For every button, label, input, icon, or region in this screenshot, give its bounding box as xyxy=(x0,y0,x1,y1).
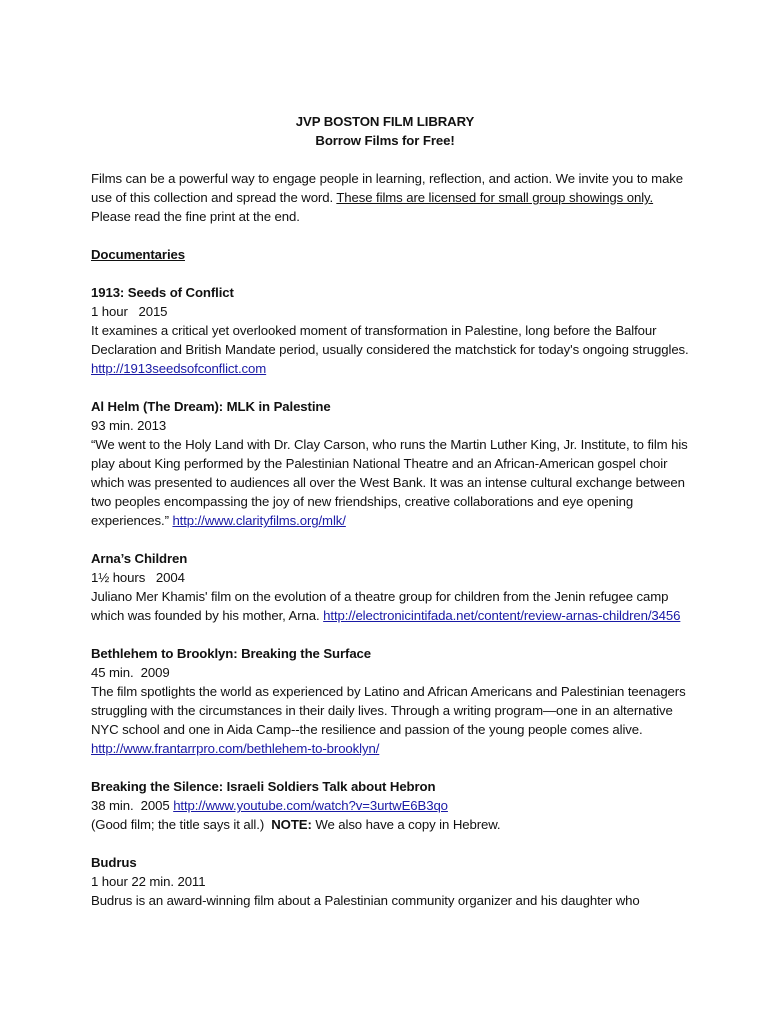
film-description-text: Juliano Mer Khamis' film on the evolution of a theatre group for children from the Jenin refugee camp which was founded by his mother, Arna. xyxy=(91,589,669,623)
film-description xyxy=(91,435,691,530)
film-link[interactable]: http://1913seedsofconflict.com xyxy=(91,361,267,376)
film-link[interactable]: http://www.frantarrpro.com/bethlehem-to-brooklyn/ xyxy=(91,741,380,756)
film-description xyxy=(91,682,691,758)
intro-text-end: Please read the fine print at the end. xyxy=(91,209,300,224)
film-entry xyxy=(91,283,691,378)
intro-paragraph xyxy=(91,169,691,226)
intro-text: Films can be a powerful way to engage people in learning, reflection, and action. We invite you to make use of this collection and spread the word. xyxy=(91,171,684,205)
film-entry xyxy=(91,549,691,625)
film-title: Breaking the Silence: Israeli Soldiers Talk about Hebron xyxy=(91,779,436,794)
film-note-detail: We also have a copy in Hebrew. xyxy=(311,817,501,832)
film-meta-with-link xyxy=(91,796,691,815)
film-note xyxy=(91,815,691,834)
film-meta: 38 min. 2005 xyxy=(91,798,174,813)
document-title: JVP BOSTON FILM LIBRARY xyxy=(295,114,475,129)
film-meta: 1 hour 2015 xyxy=(91,304,168,319)
film-description xyxy=(91,587,691,625)
film-link[interactable]: http://electronicintifada.net/content/review-arnas-children/3456 xyxy=(323,608,681,623)
film-entry xyxy=(91,644,691,758)
film-link[interactable]: http://www.youtube.com/watch?v=3urtwE6B3qo xyxy=(173,798,448,813)
film-title: Arna’s Children xyxy=(91,551,188,566)
film-title: Budrus xyxy=(91,855,137,870)
film-note-text: (Good film; the title says it all.) xyxy=(91,817,272,832)
license-notice: These films are licensed for small group showings only. xyxy=(336,190,654,205)
film-entry xyxy=(91,397,691,530)
film-description-text: “We went to the Holy Land with Dr. Clay Carson, who runs the Martin Luther King, Jr. Institute, to film his play about King performed by the Palestinian National Theatre and an African-American gospel choir which was presented to audiences all over the West Bank. It was an intense cultural exchange between two peoples encompassing the joy of new friendships, creative collaborations and eye opening experiences.” xyxy=(91,437,688,528)
document-page xyxy=(91,112,691,910)
film-title: Bethlehem to Brooklyn: Breaking the Surface xyxy=(91,646,372,661)
film-entry-hebron xyxy=(91,777,691,834)
note-label: NOTE: xyxy=(271,817,312,832)
film-title: Al Helm (The Dream): MLK in Palestine xyxy=(91,399,331,414)
film-description xyxy=(91,321,691,378)
film-description-text: It examines a critical yet overlooked moment of transformation in Palestine, long before the Balfour Declaration and British Mandate period, usually considered the matchstick for today's ongoing struggles. xyxy=(91,323,689,357)
film-meta: 1 hour 22 min. 2011 xyxy=(91,874,206,889)
film-meta: 45 min. 2009 xyxy=(91,665,170,680)
film-entry-budrus xyxy=(91,853,691,910)
film-description-text: The film spotlights the world as experienced by Latino and African Americans and Palestinian teenagers struggling with the circumstances in their daily lives. Through a writing program—one in an alternative NYC school and one in Aida Camp--the resilience and passion of the young people comes alive. xyxy=(91,684,686,737)
film-link[interactable]: http://www.clarityfilms.org/mlk/ xyxy=(172,513,346,528)
film-meta: 1½ hours 2004 xyxy=(91,570,185,585)
film-meta: 93 min. 2013 xyxy=(91,418,167,433)
section-heading-documentaries: Documentaries xyxy=(91,247,185,262)
document-subtitle: Borrow Films for Free! xyxy=(315,133,455,148)
film-description: Budrus is an award-winning film about a Palestinian community organizer and his daughter who xyxy=(91,893,640,908)
film-title: 1913: Seeds of Conflict xyxy=(91,285,234,300)
document-header xyxy=(79,112,691,150)
